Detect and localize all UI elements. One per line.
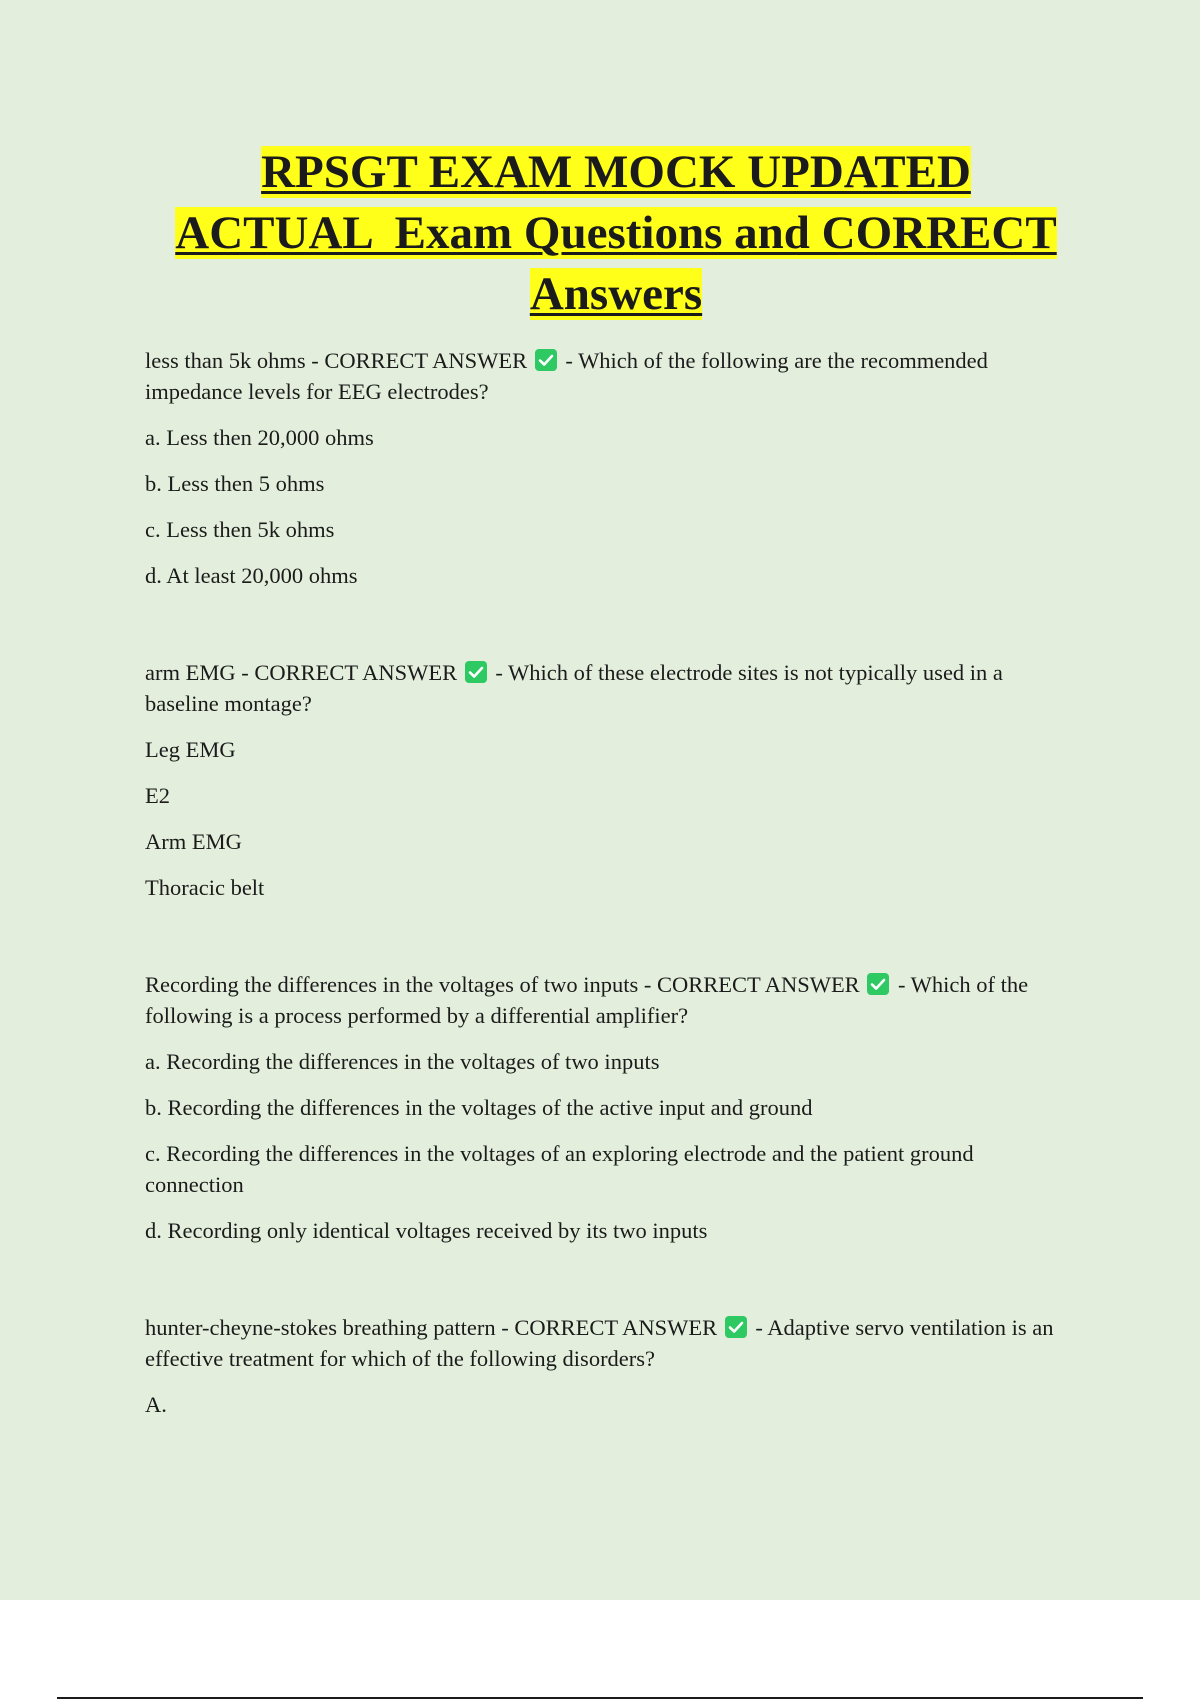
spacer	[145, 1261, 1075, 1312]
question-item	[145, 657, 1075, 719]
footer-divider	[57, 1697, 1143, 1699]
answer-option: b. Less then 5 ohms	[145, 471, 325, 496]
title-line-3: Answers	[529, 268, 703, 320]
answer-option: c. Less then 5k ohms	[145, 517, 335, 542]
question-text: - Which of these electrode sites is not typically used in a baseline montage?	[145, 660, 1003, 716]
answer-option: b. Recording the differences in the voltages of the active input and ground	[145, 1095, 813, 1120]
answer-option: Arm EMG	[145, 829, 242, 854]
answer-option: a. Less then 20,000 ohms	[145, 425, 374, 450]
check-mark-icon	[867, 973, 889, 995]
correct-answer: less than 5k ohms - CORRECT ANSWER	[145, 348, 528, 373]
check-mark-icon	[465, 661, 487, 683]
check-mark-icon	[535, 349, 557, 371]
title-line-1: RPSGT EXAM MOCK UPDATED	[261, 146, 971, 198]
question-item	[145, 969, 1075, 1031]
answer-option: Leg EMG	[145, 737, 236, 762]
answer-option: c. Recording the differences in the voltages of an exploring electrode and the patient ground connection	[145, 1141, 974, 1197]
answer-option: E2	[145, 783, 170, 808]
correct-answer: arm EMG - CORRECT ANSWER	[145, 660, 458, 685]
answer-option: A.	[145, 1392, 167, 1417]
spacer	[145, 606, 1075, 657]
check-mark-icon	[725, 1316, 747, 1338]
page-title	[140, 142, 1092, 325]
answer-option: a. Recording the differences in the voltages of two inputs	[145, 1049, 660, 1074]
correct-answer: hunter-cheyne-stokes breathing pattern - CORRECT ANSWER	[145, 1315, 718, 1340]
question-text: - Adaptive servo ventilation is an effective treatment for which of the following disorders?	[145, 1315, 1054, 1371]
answer-option: Thoracic belt	[145, 875, 265, 900]
answer-option: d. At least 20,000 ohms	[145, 563, 358, 588]
question-list	[145, 345, 1075, 1435]
question-text: - Which of the following is a process performed by a differential amplifier?	[145, 972, 1029, 1028]
question-item	[145, 345, 1075, 407]
answer-option: d. Recording only identical voltages received by its two inputs	[145, 1218, 708, 1243]
title-line-2: ACTUAL Exam Questions and CORRECT	[175, 207, 1057, 259]
correct-answer: Recording the differences in the voltages of two inputs - CORRECT ANSWER	[145, 972, 860, 997]
question-text: - Which of the following are the recommended impedance levels for EEG electrodes?	[145, 348, 988, 404]
spacer	[145, 918, 1075, 969]
question-item	[145, 1312, 1075, 1374]
